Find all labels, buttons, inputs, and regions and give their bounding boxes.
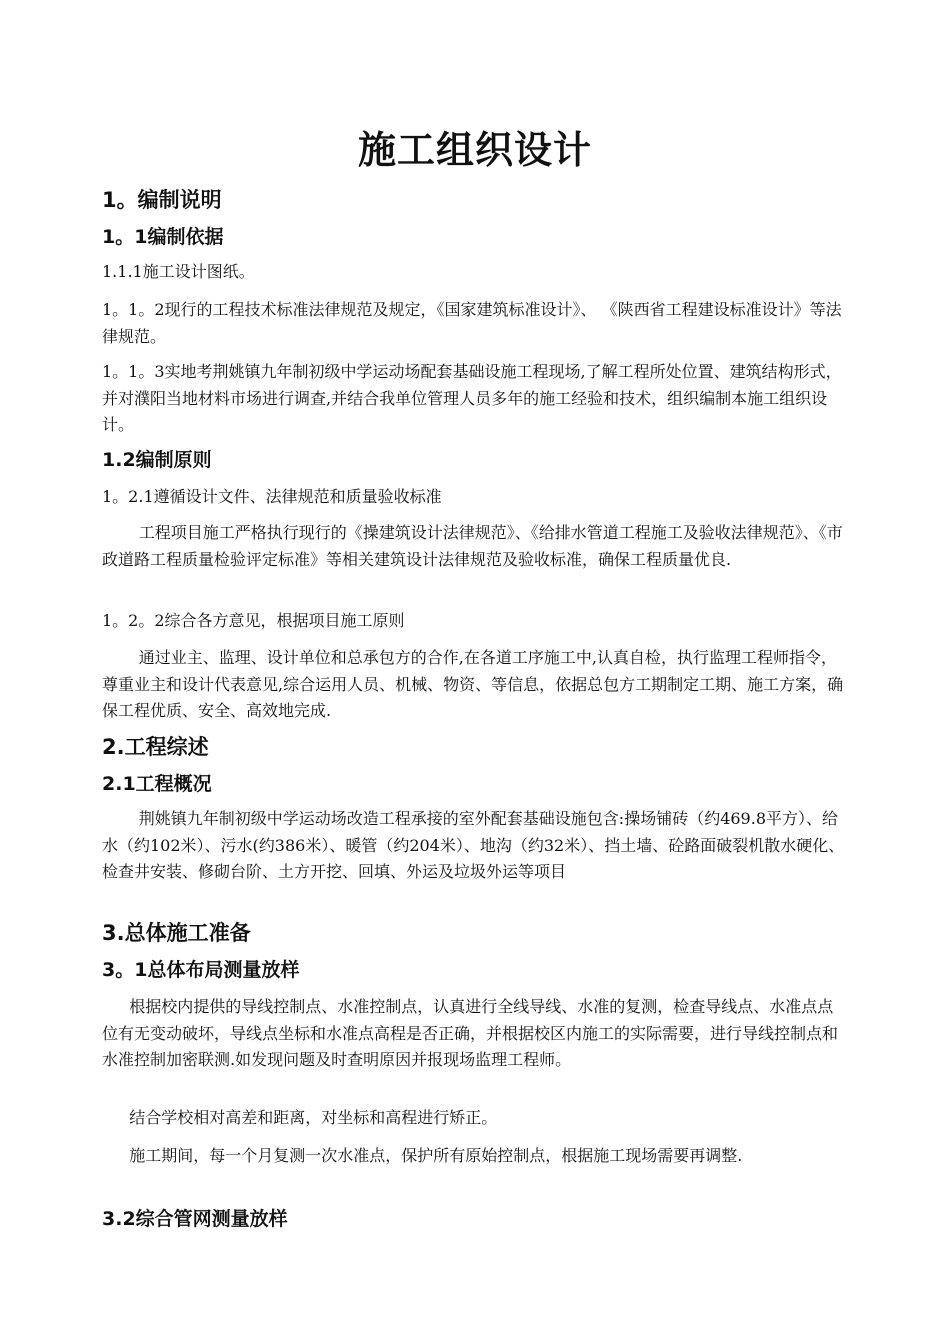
paragraph-1-1-2: 1。1。2现行的工程技术标准法律规范及规定，《国家建筑标准设计》、 《陕西省工程建设标准设计》等法律规范。 xyxy=(102,300,842,346)
section-1-1-heading: 1。1编制依据 xyxy=(102,226,224,248)
paragraph-2-1-body: 荆姚镇九年制初级中学运动场改造工程承接的室外配套基础设施包含:操场铺砖（约469.8平方）、给水（约102米）、污水(约386米）、暖管（约204米）、地沟（约32米）、挡土墙、砼路面破裂机散水硬化、检查井安装、修砌台阶、土方开挖、回填、外运及垃圾外运等项目 xyxy=(102,809,845,881)
section-1-2-heading: 1.2编制原则 xyxy=(102,449,212,471)
section-2-1-heading: 2.1工程概况 xyxy=(102,773,212,795)
section-1-heading: 1。编制说明 xyxy=(102,188,222,212)
document-title: 施工组织设计 xyxy=(357,127,592,172)
paragraph-3-1-b: 结合学校相对高差和距离，对坐标和高程进行矫正。 xyxy=(129,1108,498,1127)
paragraph-3-1-a: 根据校内提供的导线控制点、水准控制点，认真进行全线导线、水准的复测，检查导线点、水准点点位有无变动破坏，导线点坐标和水准点高程是否正确，并根据校区内施工的实际需要，进行导线控制点和水准控制加密联测.如发现问题及时查明原因并报现场监理工程师。 xyxy=(102,997,839,1069)
paragraph-3-1-c: 施工期间，每一个月复测一次水准点，保护所有原始控制点，根据施工现场需要再调整. xyxy=(129,1146,743,1165)
paragraph-1-2-2-body: 通过业主、监理、设计单位和总承包方的合作,在各道工序施工中,认真自检，执行监理工程师指令，尊重业主和设计代表意见,综合运用人员、机械、物资、等信息，依据总包方工期制定工期、施工方案，确保工程优质、安全、高效地完成. xyxy=(102,648,844,720)
paragraph-1-2-2: 1。2。2综合各方意见，根据项目施工原则 xyxy=(102,611,405,630)
paragraph-1-1-1: 1.1.1施工设计图纸。 xyxy=(102,262,255,281)
paragraph-1-1-3: 1。1。3实地考荆姚镇九年制初级中学运动场配套基础设施工程现场,了解工程所处位置、建筑结构形式，并对濮阳当地材料市场进行调查,并结合我单位管理人员多年的施工经验和技术，组织编制本施工组织设计。 xyxy=(102,362,842,434)
paragraph-1-2-1-body: 工程项目施工严格执行现行的《操建筑设计法律规范》、《给排水管道工程施工及验收法律规范》、《市政道路工程质量检验评定标准》等相关建筑设计法律规范及验收标准，确保工程质量优良. xyxy=(102,523,843,569)
section-2-heading: 2.工程综述 xyxy=(102,735,209,759)
paragraph-1-2-1: 1。2.1遵循设计文件、法律规范和质量验收标准 xyxy=(102,487,442,506)
section-3-2-heading: 3.2综合管网测量放样 xyxy=(102,1208,288,1230)
section-3-1-heading: 3。1总体布局测量放样 xyxy=(102,959,300,981)
section-3-heading: 3.总体施工准备 xyxy=(102,921,251,945)
